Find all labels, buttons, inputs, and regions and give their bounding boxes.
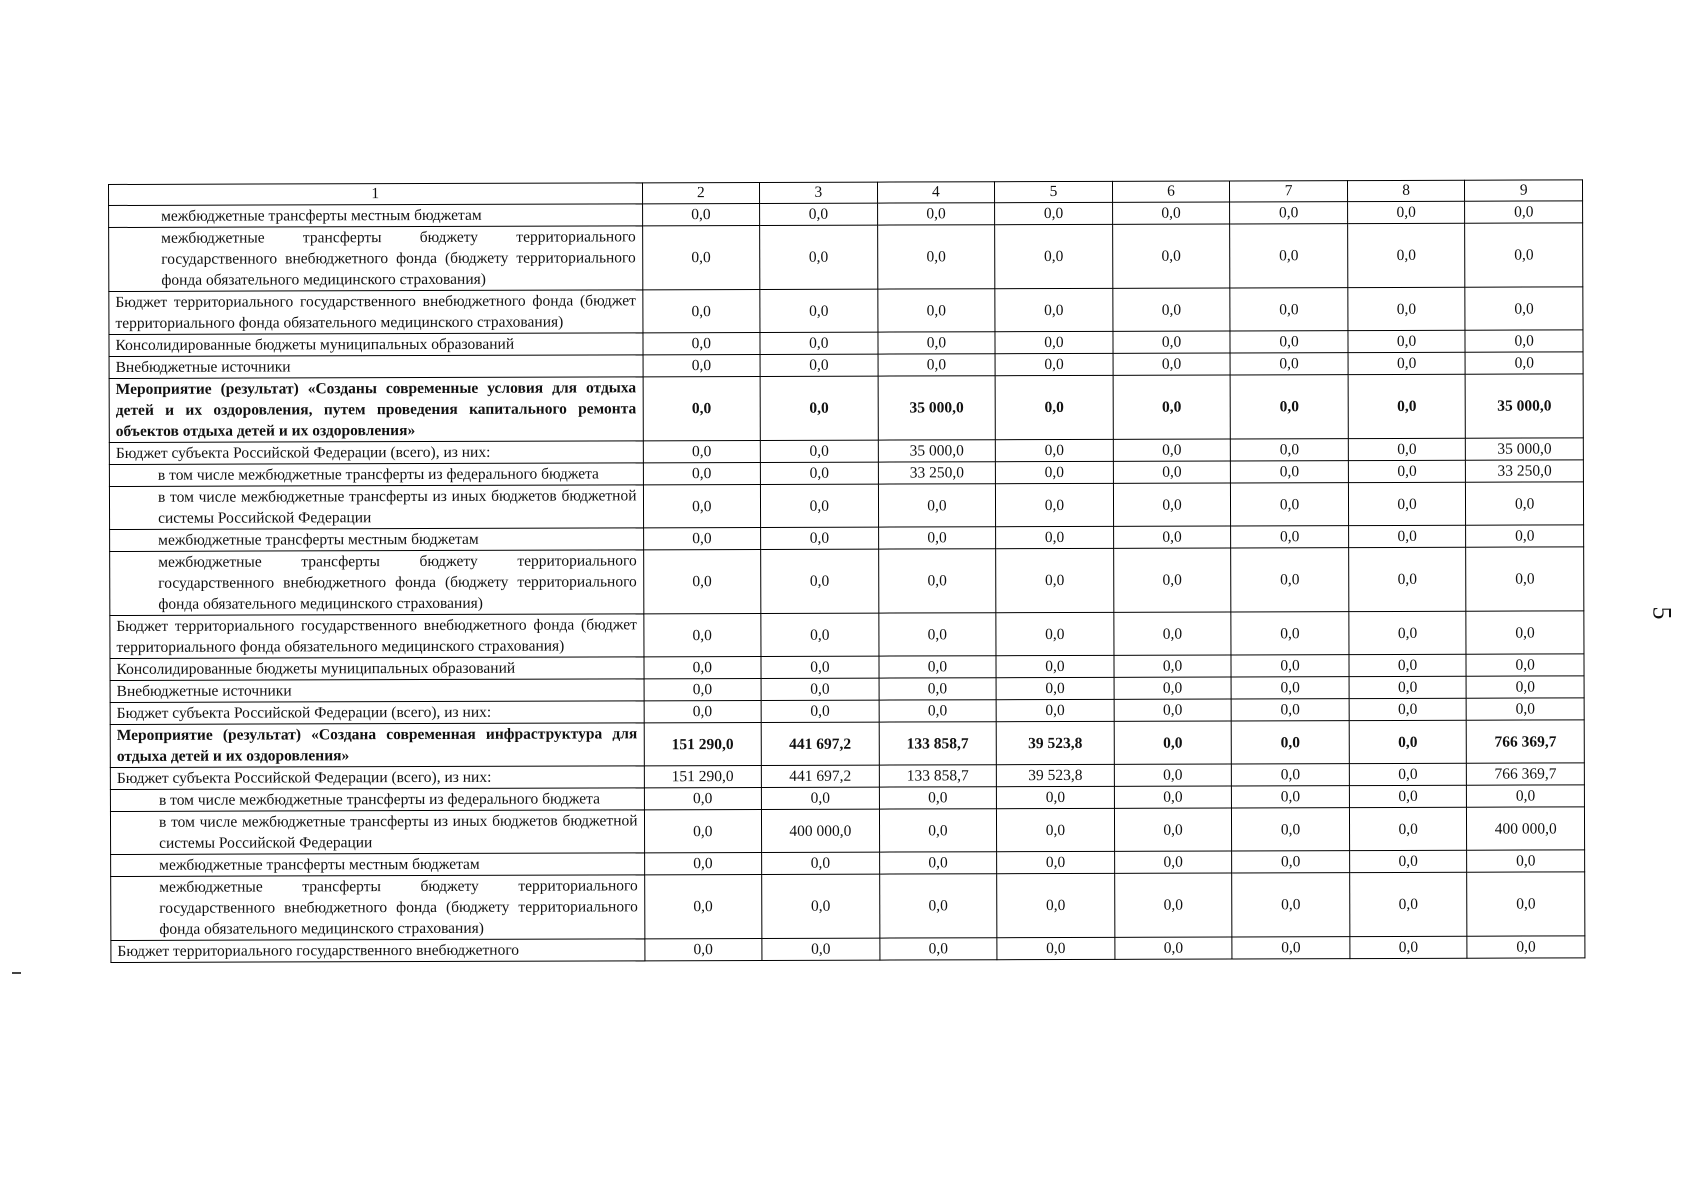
value-cell: 0,0	[761, 549, 879, 613]
value-cell: 0,0	[1467, 785, 1585, 807]
value-cell: 0,0	[1349, 850, 1467, 872]
table-row	[110, 547, 1584, 616]
row-label: Мероприятие (результат) «Создана современная инфраструктура для отдыха детей и их оздоровления»	[110, 723, 644, 768]
value-cell: 0,0	[1114, 808, 1232, 851]
value-cell: 0,0	[761, 787, 879, 809]
value-cell: 0,0	[1348, 460, 1466, 482]
value-cell: 0,0	[1115, 937, 1233, 959]
table-row	[109, 223, 1583, 292]
header-cell: 8	[1347, 180, 1465, 201]
value-cell: 441 697,2	[761, 765, 879, 787]
row-label: Бюджет субъекта Российской Федерации (всего), из них:	[110, 701, 644, 725]
value-cell: 0,0	[644, 678, 762, 700]
value-cell: 0,0	[1232, 764, 1350, 786]
value-cell: 0,0	[995, 202, 1113, 224]
row-label: в том числе межбюджетные трансферты из иных бюджетов бюджетной системы Российской Федерации	[109, 485, 643, 530]
row-label: межбюджетные трансферты местным бюджетам	[111, 853, 645, 877]
row-label: в том числе межбюджетные трансферты из федерального бюджета	[109, 463, 643, 487]
value-cell: 0,0	[1231, 655, 1349, 677]
value-cell: 0,0	[1230, 353, 1348, 375]
value-cell: 151 290,0	[644, 765, 762, 787]
value-cell: 0,0	[878, 484, 996, 527]
row-label: межбюджетные трансферты бюджету территориального государственного внебюджетного фонда (бюджету территориального фонда обязательного медицинского страхования)	[110, 550, 644, 616]
value-cell: 0,0	[995, 439, 1113, 461]
row-label: в том числе межбюджетные трансферты из федерального бюджета	[110, 788, 644, 812]
value-cell: 0,0	[1466, 698, 1584, 720]
header-cell: 5	[995, 181, 1113, 202]
value-cell: 0,0	[1467, 936, 1585, 958]
value-cell: 0,0	[878, 332, 996, 354]
value-cell: 0,0	[1348, 482, 1466, 525]
value-cell: 0,0	[1230, 224, 1348, 288]
value-cell: 0,0	[995, 224, 1113, 288]
value-cell: 0,0	[1230, 375, 1348, 439]
row-label: Бюджет субъекта Российской Федерации (всего), из них:	[110, 766, 644, 790]
value-cell: 0,0	[995, 375, 1113, 439]
value-cell: 0,0	[995, 288, 1113, 331]
value-cell: 0,0	[1466, 611, 1584, 654]
value-cell: 0,0	[1231, 699, 1349, 721]
value-cell: 0,0	[1113, 548, 1231, 612]
value-cell: 0,0	[1348, 374, 1466, 438]
value-cell: 0,0	[760, 332, 878, 354]
value-cell: 0,0	[1231, 461, 1349, 483]
value-cell: 0,0	[1231, 439, 1349, 461]
value-cell: 766 369,7	[1467, 720, 1585, 763]
value-cell: 0,0	[643, 462, 761, 484]
value-cell: 0,0	[644, 938, 762, 960]
row-label: Бюджет территориального государственного внебюджетного	[111, 939, 645, 963]
row-label: межбюджетные трансферты бюджету территориального государственного внебюджетного фонда (бюджету территориального фонда обязательного медицинского страхования)	[109, 226, 643, 292]
header-cell: 1	[109, 183, 643, 206]
value-cell: 0,0	[1466, 676, 1584, 698]
table-row	[109, 287, 1583, 335]
value-cell: 0,0	[1466, 547, 1584, 611]
table-row	[110, 807, 1584, 855]
value-cell: 0,0	[1231, 526, 1349, 548]
value-cell: 0,0	[1231, 721, 1349, 764]
value-cell: 0,0	[879, 852, 997, 874]
value-cell: 133 858,7	[879, 722, 997, 765]
value-cell: 0,0	[997, 808, 1115, 851]
value-cell: 0,0	[1113, 461, 1231, 483]
value-cell: 0,0	[643, 613, 761, 656]
value-cell: 0,0	[996, 612, 1114, 655]
value-cell: 0,0	[762, 852, 880, 874]
value-cell: 0,0	[761, 656, 879, 678]
value-cell: 0,0	[1114, 851, 1232, 873]
value-cell: 0,0	[1113, 331, 1231, 353]
value-cell: 0,0	[879, 656, 997, 678]
row-label: Внебюджетные источники	[109, 355, 643, 379]
value-cell: 0,0	[996, 677, 1114, 699]
value-cell: 0,0	[1465, 287, 1583, 330]
row-label: межбюджетные трансферты местным бюджетам	[110, 528, 644, 552]
row-label: Бюджет субъекта Российской Федерации (всего), из них:	[109, 441, 643, 465]
value-cell: 0,0	[1231, 548, 1349, 612]
value-cell: 0,0	[762, 938, 880, 960]
value-cell: 0,0	[644, 656, 762, 678]
value-cell: 0,0	[642, 225, 760, 289]
value-cell: 0,0	[1114, 873, 1232, 937]
value-cell: 0,0	[644, 787, 762, 809]
row-label: Мероприятие (результат) «Созданы современные условия для отдыха детей и их оздоровления, путем проведения капитального ремонта объектов отдыха детей и их оздоровления»	[109, 377, 643, 443]
row-label: межбюджетные трансферты бюджету территориального государственного внебюджетного фонда (бюджету территориального фонда обязательного медицинского страхования)	[111, 875, 645, 941]
value-cell: 0,0	[1349, 676, 1467, 698]
value-cell: 0,0	[760, 354, 878, 376]
table-row	[109, 482, 1583, 530]
value-cell: 0,0	[1348, 438, 1466, 460]
value-cell: 35 000,0	[1465, 374, 1583, 438]
value-cell: 0,0	[1113, 353, 1231, 375]
value-cell: 0,0	[1349, 807, 1467, 850]
value-cell: 0,0	[1113, 483, 1231, 526]
value-cell: 0,0	[1231, 612, 1349, 655]
value-cell: 0,0	[879, 700, 997, 722]
value-cell: 0,0	[877, 225, 995, 289]
value-cell: 0,0	[1348, 330, 1466, 352]
value-cell: 0,0	[1349, 785, 1467, 807]
value-cell: 0,0	[760, 203, 878, 225]
value-cell: 0,0	[1114, 677, 1232, 699]
value-cell: 0,0	[1467, 850, 1585, 872]
value-cell: 33 250,0	[1466, 460, 1584, 482]
value-cell: 0,0	[1348, 352, 1466, 374]
value-cell: 0,0	[1113, 439, 1231, 461]
header-cell: 4	[877, 182, 995, 203]
value-cell: 0,0	[878, 354, 996, 376]
value-cell: 766 369,7	[1467, 763, 1585, 785]
value-cell: 0,0	[643, 549, 761, 613]
value-cell: 0,0	[642, 289, 760, 332]
value-cell: 0,0	[1348, 525, 1466, 547]
value-cell: 0,0	[761, 527, 879, 549]
value-cell: 0,0	[877, 289, 995, 332]
value-cell: 35 000,0	[1466, 438, 1584, 460]
table-row	[109, 374, 1583, 443]
value-cell: 0,0	[761, 700, 879, 722]
value-cell: 0,0	[878, 527, 996, 549]
value-cell: 0,0	[1350, 936, 1468, 958]
value-cell: 0,0	[1349, 720, 1467, 763]
value-cell: 0,0	[1114, 612, 1232, 655]
value-cell: 0,0	[1467, 872, 1585, 936]
value-cell: 0,0	[760, 440, 878, 462]
value-cell: 0,0	[996, 548, 1114, 612]
value-cell: 0,0	[643, 527, 761, 549]
value-cell: 0,0	[997, 786, 1115, 808]
value-cell: 0,0	[1112, 202, 1230, 224]
value-cell: 0,0	[1114, 655, 1232, 677]
value-cell: 0,0	[1231, 483, 1349, 526]
value-cell: 39 523,8	[997, 764, 1115, 786]
row-label: в том числе межбюджетные трансферты из иных бюджетов бюджетной системы Российской Федерации	[110, 810, 644, 855]
value-cell: 0,0	[643, 440, 761, 462]
value-cell: 0,0	[761, 613, 879, 656]
header-cell: 7	[1230, 181, 1348, 202]
value-cell: 133 858,7	[879, 765, 997, 787]
value-cell: 0,0	[1465, 223, 1583, 287]
header-cell: 9	[1465, 180, 1583, 201]
value-cell: 0,0	[762, 874, 880, 938]
value-cell: 0,0	[1347, 201, 1465, 223]
value-cell: 0,0	[1465, 201, 1583, 223]
value-cell: 0,0	[1114, 786, 1232, 808]
value-cell: 0,0	[642, 203, 760, 225]
scan-margin-mark	[12, 972, 21, 974]
row-label: межбюджетные трансферты местным бюджетам	[109, 204, 643, 228]
table-row	[110, 611, 1584, 659]
value-cell: 35 000,0	[878, 440, 996, 462]
value-cell: 0,0	[1349, 763, 1467, 785]
value-cell: 0,0	[1113, 526, 1231, 548]
value-cell: 0,0	[1466, 482, 1584, 525]
value-cell: 0,0	[996, 461, 1114, 483]
value-cell: 0,0	[760, 289, 878, 332]
value-cell: 0,0	[1349, 654, 1467, 676]
value-cell: 0,0	[643, 484, 761, 527]
value-cell: 0,0	[643, 354, 761, 376]
value-cell: 0,0	[879, 874, 997, 938]
value-cell: 0,0	[997, 873, 1115, 937]
value-cell: 0,0	[996, 655, 1114, 677]
header-cell: 6	[1112, 181, 1230, 202]
value-cell: 0,0	[877, 203, 995, 225]
value-cell: 0,0	[1349, 611, 1467, 654]
value-cell: 0,0	[995, 353, 1113, 375]
row-label: Бюджет территориального государственного внебюджетного фонда (бюджет территориального фонда обязательного медицинского страхования)	[110, 614, 644, 659]
table-row	[111, 936, 1585, 963]
value-cell: 0,0	[1232, 851, 1350, 873]
value-cell: 0,0	[644, 874, 762, 938]
table-row	[110, 720, 1584, 768]
value-cell: 0,0	[1465, 352, 1583, 374]
budget-table	[108, 179, 1585, 963]
value-cell: 0,0	[1113, 375, 1231, 439]
value-cell: 0,0	[644, 700, 762, 722]
value-cell: 0,0	[1114, 721, 1232, 764]
value-cell: 0,0	[761, 678, 879, 700]
row-label: Бюджет территориального государственного внебюджетного фонда (бюджет территориального фонда обязательного медицинского страхования)	[109, 290, 643, 335]
value-cell: 0,0	[996, 526, 1114, 548]
value-cell: 0,0	[997, 851, 1115, 873]
value-cell: 0,0	[1113, 288, 1231, 331]
value-cell: 151 290,0	[644, 722, 762, 765]
value-cell: 0,0	[1112, 224, 1230, 288]
value-cell: 0,0	[879, 678, 997, 700]
value-cell: 0,0	[1349, 872, 1467, 936]
value-cell: 0,0	[1232, 808, 1350, 851]
value-cell: 0,0	[996, 699, 1114, 721]
value-cell: 0,0	[1232, 873, 1350, 937]
value-cell: 0,0	[1232, 937, 1350, 959]
value-cell: 0,0	[995, 331, 1113, 353]
value-cell: 35 000,0	[878, 376, 996, 440]
value-cell: 0,0	[1348, 287, 1466, 330]
value-cell: 0,0	[1114, 764, 1232, 786]
value-cell: 400 000,0	[762, 809, 880, 852]
value-cell: 0,0	[644, 852, 762, 874]
value-cell: 0,0	[643, 332, 761, 354]
value-cell: 39 523,8	[996, 721, 1114, 764]
value-cell: 0,0	[760, 462, 878, 484]
value-cell: 33 250,0	[878, 462, 996, 484]
value-cell: 0,0	[1114, 699, 1232, 721]
value-cell: 0,0	[1465, 330, 1583, 352]
table-row	[111, 872, 1585, 941]
value-cell: 0,0	[1231, 677, 1349, 699]
value-cell: 0,0	[644, 809, 762, 852]
value-cell: 400 000,0	[1467, 807, 1585, 850]
row-label: Консолидированные бюджеты муниципальных образований	[110, 657, 644, 681]
value-cell: 0,0	[878, 549, 996, 613]
value-cell: 0,0	[1348, 547, 1466, 611]
header-cell: 2	[642, 182, 760, 203]
header-cell: 3	[760, 182, 878, 203]
value-cell: 0,0	[996, 483, 1114, 526]
value-cell: 0,0	[879, 809, 997, 852]
value-cell: 0,0	[1230, 202, 1348, 224]
value-cell: 0,0	[879, 787, 997, 809]
value-cell: 0,0	[761, 484, 879, 527]
value-cell: 0,0	[879, 938, 997, 960]
value-cell: 0,0	[760, 376, 878, 440]
value-cell: 0,0	[1232, 786, 1350, 808]
value-cell: 441 697,2	[761, 722, 879, 765]
value-cell: 0,0	[1466, 525, 1584, 547]
value-cell: 0,0	[1347, 223, 1465, 287]
value-cell: 0,0	[1466, 654, 1584, 676]
page-number: 5	[1647, 606, 1677, 620]
value-cell: 0,0	[1230, 288, 1348, 331]
value-cell: 0,0	[760, 225, 878, 289]
value-cell: 0,0	[643, 376, 761, 440]
row-label: Внебюджетные источники	[110, 679, 644, 703]
value-cell: 0,0	[1230, 331, 1348, 353]
value-cell: 0,0	[997, 937, 1115, 959]
value-cell: 0,0	[878, 613, 996, 656]
row-label: Консолидированные бюджеты муниципальных образований	[109, 333, 643, 357]
value-cell: 0,0	[1349, 698, 1467, 720]
